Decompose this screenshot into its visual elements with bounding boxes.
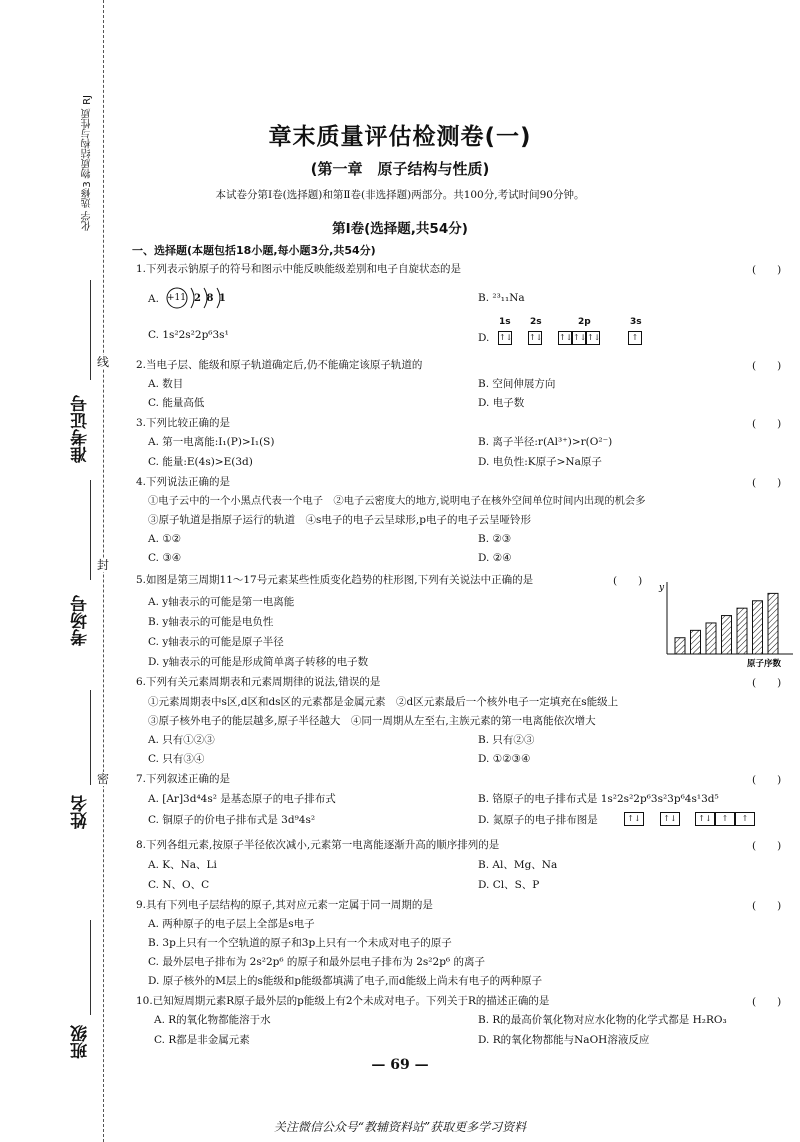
- id-label: 准考证号: [71, 395, 91, 463]
- q5-option-b: B. y轴表示的可能是电负性: [148, 616, 274, 628]
- q1-option-b: B. ²³₁₁Na: [478, 292, 525, 304]
- q2-option-d: D. 电子数: [478, 397, 525, 409]
- q1-option-a-prefix: A.: [148, 293, 159, 305]
- chart-x-label: 原子序数: [747, 659, 782, 669]
- q5-answer-paren: ( ): [613, 575, 643, 587]
- q1-shell-counts: 2 8 1: [194, 293, 227, 304]
- q7-orbital-box-2p-3: ↑: [735, 812, 755, 826]
- q6-option-d: D. ①②③④: [478, 753, 531, 765]
- page-subtitle: (第一章 原子结构与性质): [310, 160, 490, 178]
- q4-statements-1: ①电子云中的一个小黑点代表一个电子 ②电子云密度大的地方,说明电子在核外空间单位时间内出现的机会多: [148, 495, 646, 507]
- section-heading: 一、选择题(本题包括18小题,每小题3分,共54分): [132, 244, 376, 257]
- q7-option-d: D. 氮原子的电子排布图是: [478, 814, 598, 826]
- class-underline: [90, 920, 91, 1015]
- chart-bar-11: [675, 638, 685, 654]
- q1-orbital-box-2p-3: ↑↓: [586, 331, 600, 345]
- q1-orbital-box-2p-2: ↑↓: [572, 331, 586, 345]
- q5-option-d: D. y轴表示的可能是形成简单离子转移的电子数: [148, 656, 369, 668]
- q9-option-a: A. 两种原子的电子层上全部是s电子: [148, 918, 315, 930]
- chart-bars: [675, 593, 778, 654]
- q1-orbital-box-3s: ↑: [628, 331, 642, 345]
- side-book-label: 化学 选修3 物质结构与性质 RJ: [82, 95, 93, 231]
- q2-option-a: A. 数目: [148, 378, 184, 390]
- q1-option-d-prefix: D.: [478, 332, 490, 344]
- q3-stem: 3.下列比较正确的是: [136, 417, 231, 429]
- q6-statements-2: ③原子核外电子的能层越多,原子半径越大 ④同一周期从左至右,主族元素的第一电离能依次增大: [148, 715, 596, 727]
- q1-orbital-label-2p: 2p: [578, 317, 591, 327]
- q6-option-a: A. 只有①②③: [148, 734, 215, 746]
- q4-option-b: B. ②③: [478, 533, 512, 545]
- q10-option-d: D. R的氧化物都能与NaOH溶液反应: [478, 1034, 650, 1046]
- q7-orbital-box-1s: ↑↓: [624, 812, 644, 826]
- q1-orbital-label-3s: 3s: [630, 317, 642, 327]
- q6-option-c: C. 只有③④: [148, 753, 205, 765]
- q7-option-b: B. 铬原子的电子排布式是 1s²2s²2p⁶3s²3p⁶4s¹3d⁵: [478, 793, 719, 805]
- q6-stem: 6.下列有关元素周期表和元素周期律的说法,错误的是: [136, 676, 381, 688]
- q8-stem: 8.下列各组元素,按原子半径依次减小,元素第一电离能逐渐升高的顺序排列的是: [136, 839, 500, 851]
- name-underline: [90, 690, 91, 785]
- part-heading: 第Ⅰ卷(选择题,共54分): [332, 221, 468, 237]
- q4-option-c: C. ③④: [148, 552, 182, 564]
- q4-stem: 4.下列说法正确的是: [136, 476, 231, 488]
- q1-orbital-box-1s: ↑↓: [498, 331, 512, 345]
- q2-option-c: C. 能量高低: [148, 397, 205, 409]
- q5-option-a: A. y轴表示的可能是第一电离能: [148, 596, 295, 608]
- q4-option-d: D. ②④: [478, 552, 512, 564]
- q1-orbital-label-2s: 2s: [530, 317, 542, 327]
- q1-stem: 1.下列表示钠原子的符号和图示中能反映能级差别和电子自旋状态的是: [136, 263, 462, 275]
- q2-answer-paren: ( ): [752, 360, 782, 372]
- page-title: 章末质量评估检测卷(一): [268, 124, 532, 150]
- q8-answer-paren: ( ): [752, 840, 782, 852]
- chart-bar-15: [737, 608, 747, 654]
- q3-option-b: B. 离子半径:r(Al³⁺)>r(O²⁻): [478, 436, 613, 448]
- q4-answer-paren: ( ): [752, 477, 782, 489]
- id-underline: [90, 280, 91, 380]
- q3-option-c: C. 能量:E(4s)>E(3d): [148, 456, 253, 468]
- q6-option-b: B. 只有②③: [478, 734, 535, 746]
- q9-stem: 9.具有下列电子层结构的原子,其对应元素一定属于同一周期的是: [136, 899, 433, 911]
- seal-char-line: 线: [97, 355, 110, 369]
- q9-option-c: C. 最外层电子排布为 2s²2p⁶ 的原子和最外层电子排布为 2s²2p⁶ 的离子: [148, 956, 485, 968]
- q8-option-b: B. Al、Mg、Na: [478, 859, 558, 871]
- q5-stem: 5.如图是第三周期11～17号元素某些性质变化趋势的柱形图,下列有关说法中正确的是: [136, 574, 534, 586]
- exam-intro: 本试卷分第Ⅰ卷(选择题)和第Ⅱ卷(非选择题)两部分。共100分,考试时间90分钟。: [215, 189, 585, 201]
- q3-option-a: A. 第一电离能:I₁(P)>I₁(S): [148, 436, 275, 448]
- q9-option-d: D. 原子核外的M层上的s能级和p能级都填满了电子,而d能级上尚未有电子的两种原子: [148, 975, 543, 987]
- room-underline: [90, 480, 91, 580]
- q3-option-d: D. 电负性:K原子>Na原子: [478, 456, 602, 468]
- q7-orbital-box-2p-2: ↑: [715, 812, 735, 826]
- promo-note: 关注微信公众号“教辅资料站”获取更多学习资料: [273, 1120, 527, 1134]
- q1-nucleus-label: +11: [167, 293, 186, 303]
- q7-option-c: C. 铜原子的价电子排布式是 3d⁹4s²: [148, 814, 316, 826]
- q7-option-a: A. [Ar]3d⁴4s² 是基态原子的电子排布式: [148, 793, 336, 805]
- q7-orbital-box-2s: ↑↓: [660, 812, 680, 826]
- page-number: — 69 —: [371, 1057, 429, 1073]
- chart-bar-13: [706, 623, 716, 654]
- q4-statements-2: ③原子轨道是指原子运行的轨道 ④s电子的电子云呈球形,p电子的电子云呈哑铃形: [148, 514, 531, 526]
- name-label: 姓名: [71, 795, 91, 829]
- q10-stem: 10.已知短周期元素R原子最外层的p能级上有2个未成对电子。下列关于R的描述正确的是: [136, 995, 550, 1007]
- q7-stem: 7.下列叙述正确的是: [136, 773, 231, 785]
- q2-option-b: B. 空间伸展方向: [478, 378, 556, 390]
- seal-char-secret: 密: [97, 772, 110, 786]
- q10-option-b: B. R的最高价氧化物对应水化物的化学式都是 H₂RO₃: [478, 1014, 727, 1026]
- q8-option-a: A. K、Na、Li: [148, 859, 217, 871]
- q1-answer-paren: ( ): [752, 264, 782, 276]
- q1-orbital-box-2p-1: ↑↓: [558, 331, 572, 345]
- q3-answer-paren: ( ): [752, 418, 782, 430]
- q1-orbital-box-2s: ↑↓: [528, 331, 542, 345]
- chart-bar-16: [753, 601, 763, 654]
- class-label: 班级: [71, 1025, 91, 1059]
- q10-option-a: A. R的氧化物都能溶于水: [154, 1014, 271, 1026]
- chart-y-label: y: [659, 583, 665, 593]
- q9-answer-paren: ( ): [752, 900, 782, 912]
- chart-bar-17: [768, 593, 778, 654]
- q10-answer-paren: ( ): [752, 996, 782, 1008]
- q8-option-d: D. Cl、S、P: [478, 879, 540, 891]
- q2-stem: 2.当电子层、能级和原子轨道确定后,仍不能确定该原子轨道的: [136, 359, 423, 371]
- q5-bar-chart: [655, 578, 795, 670]
- q5-option-c: C. y轴表示的可能是原子半径: [148, 636, 284, 648]
- seal-char-seal: 封: [97, 558, 110, 572]
- q10-option-c: C. R都是非金属元素: [154, 1034, 250, 1046]
- chart-bar-12: [691, 630, 701, 654]
- q1-orbital-label-1s: 1s: [499, 317, 511, 327]
- q7-answer-paren: ( ): [752, 774, 782, 786]
- q7-orbital-box-2p-1: ↑↓: [695, 812, 715, 826]
- q6-statements-1: ①元素周期表中s区,d区和ds区的元素都是金属元素 ②d区元素最后一个核外电子一定填充在s能级上: [148, 696, 619, 708]
- q1-option-c: C. 1s²2s²2p⁶3s¹: [148, 329, 229, 341]
- q9-option-b: B. 3p上只有一个空轨道的原子和3p上只有一个未成对电子的原子: [148, 937, 452, 949]
- room-label: 考场号: [71, 595, 91, 646]
- chart-bar-14: [722, 616, 732, 654]
- q4-option-a: A. ①②: [148, 533, 182, 545]
- q8-option-c: C. N、O、C: [148, 879, 210, 891]
- q6-answer-paren: ( ): [752, 677, 782, 689]
